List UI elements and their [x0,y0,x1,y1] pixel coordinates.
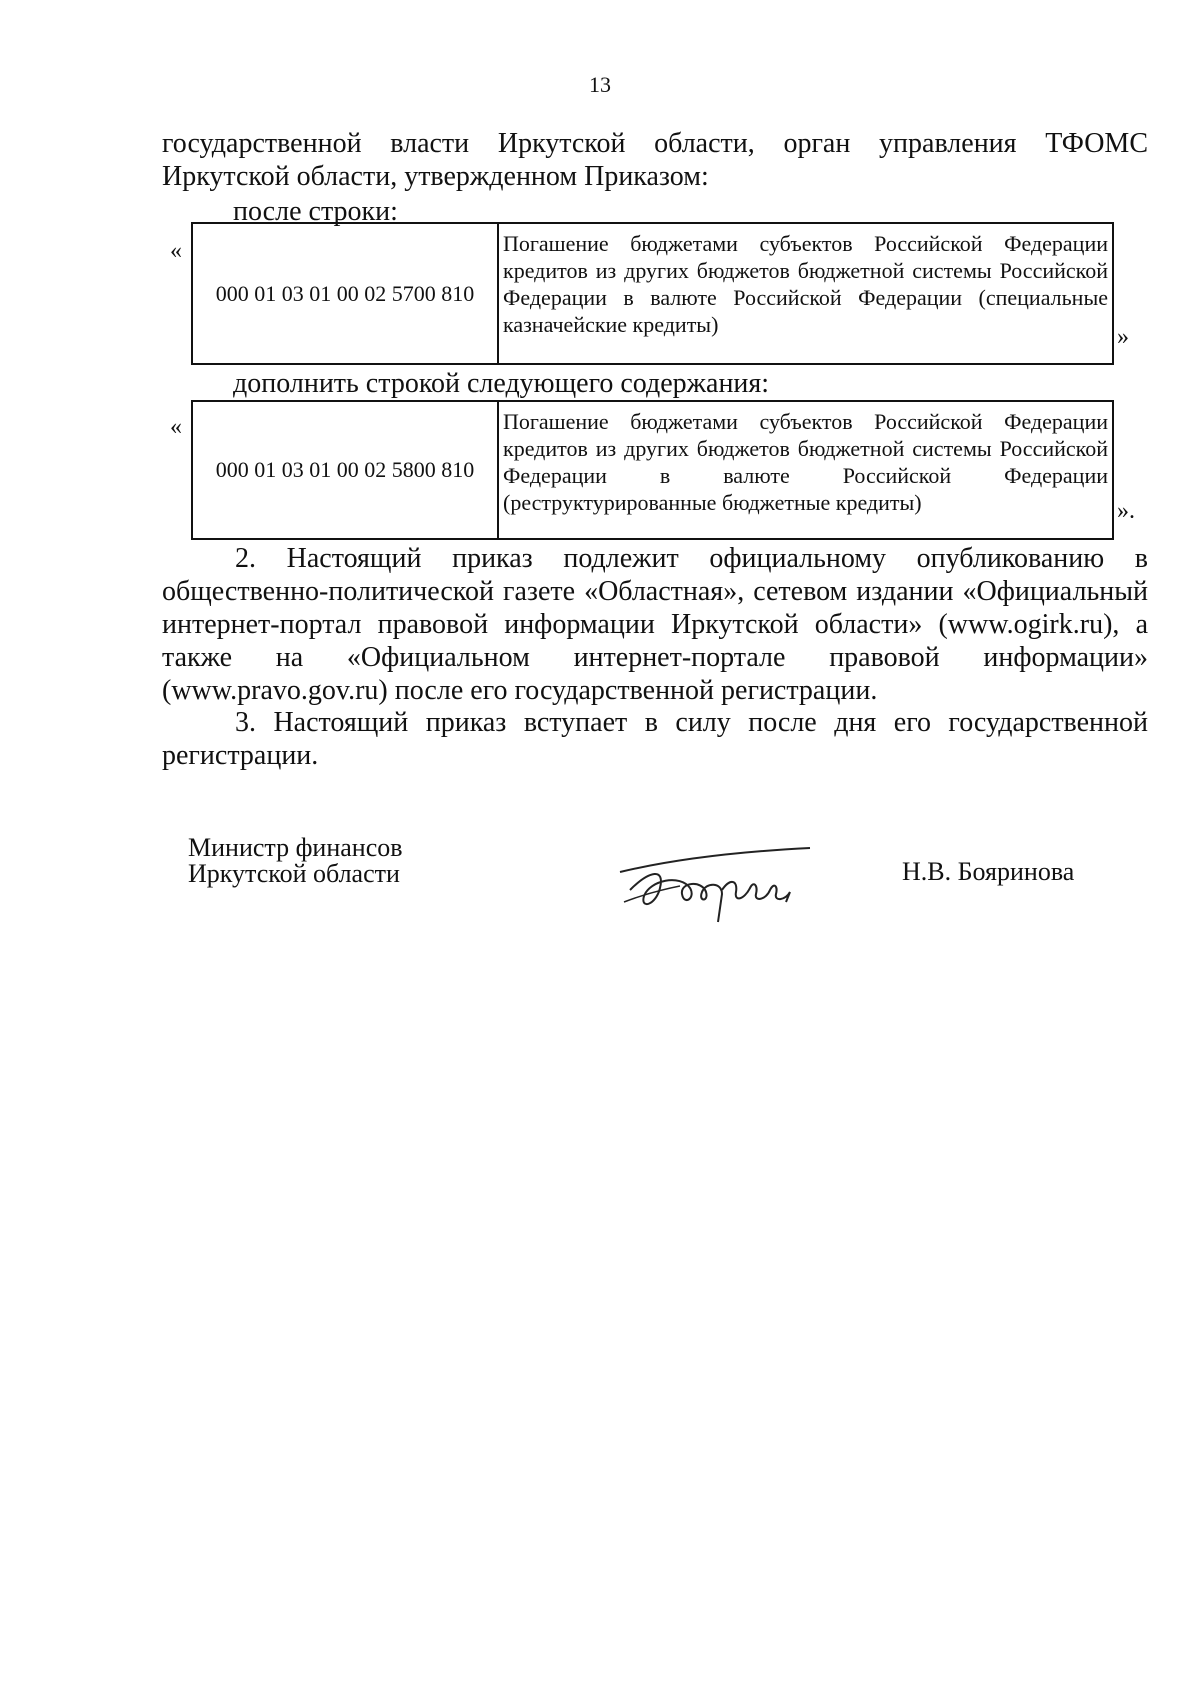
budget-code-table-new [191,400,1114,540]
add-line-label: дополнить строкой следующего содержания: [233,368,770,399]
signatory-title [188,835,403,887]
quote-close-1: » [1117,324,1129,350]
paragraph-2-publication: 2. Настоящий приказ подлежит официальному опубликованию в общественно-политической газете «Областная», сетевом издании «Официальный интернет-портал правовой информации Иркутской области» (www.ogirk.ru), а также на «Официальном интернет-портале правовой информации» (www.pravo.gov.ru) после его государственной регистрации. [162,543,1148,706]
paragraph-3-effective-date: 3. Настоящий приказ вступает в силу после дня его государственной регистрации. [162,707,1148,771]
budget-code-table-existing [191,222,1114,365]
quote-close-2: ». [1117,498,1135,524]
quote-open-1: « [170,238,182,264]
budget-code-cell: 000 01 03 01 00 02 5800 810 [192,401,498,539]
signatory-title-line-2: Иркутской области [188,859,400,888]
paragraph-continuation: государственной власти Иркутской области, орган управления ТФОМС Иркутской области, утвержденном Приказом: [162,128,1148,192]
budget-description-cell: Погашение бюджетами субъектов Российской Федерации кредитов из других бюджетов бюджетной системы Российской Федерации в валюте Российской Федерации (специальные казначейские кредиты) [498,223,1113,364]
signatory-title-line-1: Министр финансов [188,833,403,862]
page-number: 13 [589,72,611,97]
quote-open-2: « [170,414,182,440]
table-row [192,401,1113,539]
budget-description-cell: Погашение бюджетами субъектов Российской Федерации кредитов из других бюджетов бюджетной системы Российской Федерации в валюте Российской Федерации (реструктурированные бюджетные кредиты) [498,401,1113,539]
budget-code-cell: 000 01 03 01 00 02 5700 810 [192,223,498,364]
signatory-name: Н.В. Бояринова [902,857,1075,886]
handwritten-signature [610,830,830,930]
table-row [192,223,1113,364]
after-line-label: после строки: [233,196,398,227]
